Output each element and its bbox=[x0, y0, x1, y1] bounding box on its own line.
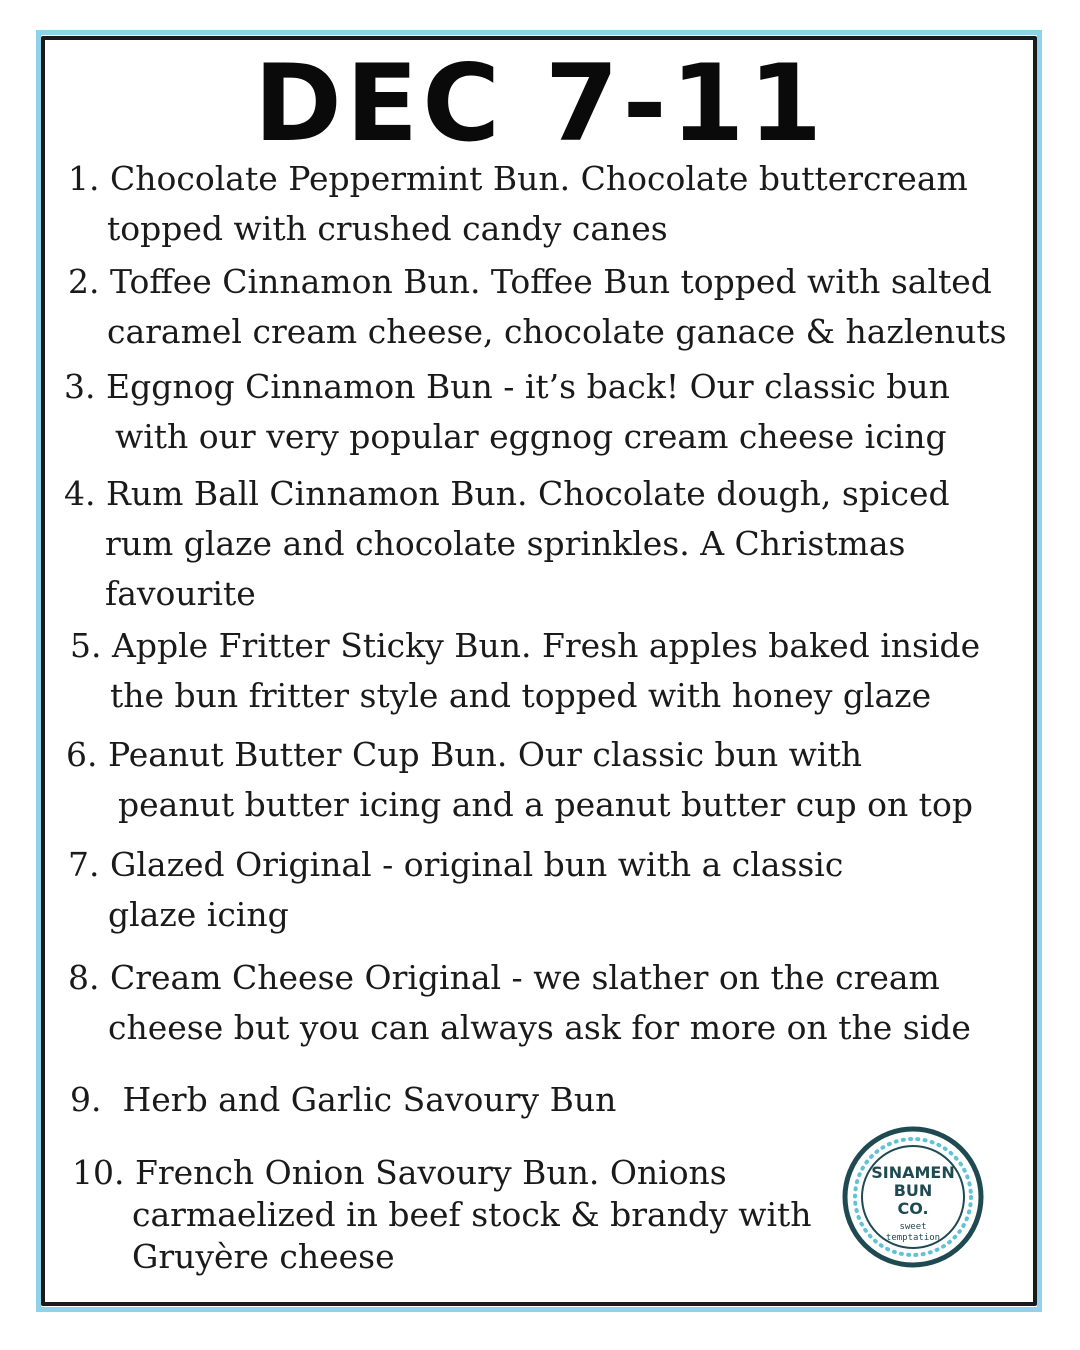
menu-item-3 bbox=[64, 362, 950, 462]
logo-badge-icon bbox=[842, 1126, 984, 1268]
item-line: Peanut Butter Cup Bun. Our classic bun with bbox=[108, 735, 862, 774]
item-line: Cream Cheese Original - we slather on the cream bbox=[110, 958, 940, 997]
item-line: Toffee Cinnamon Bun. Toffee Bun topped with salted bbox=[110, 262, 992, 301]
item-line: Eggnog Cinnamon Bun - it’s back! Our classic bun bbox=[106, 367, 950, 406]
item-line: peanut butter icing and a peanut butter cup on top bbox=[118, 785, 973, 824]
menu-item-10 bbox=[72, 1152, 812, 1278]
menu-item-8 bbox=[68, 953, 971, 1053]
menu-item-9 bbox=[70, 1075, 616, 1125]
item-line: Herb and Garlic Savoury Bun bbox=[122, 1080, 617, 1119]
item-number: 9. bbox=[70, 1080, 102, 1119]
item-line: rum glaze and chocolate sprinkles. A Christmas bbox=[105, 524, 906, 563]
item-line: Chocolate Peppermint Bun. Chocolate buttercream bbox=[110, 159, 968, 198]
item-line: Glazed Original - original bun with a classic bbox=[110, 845, 844, 884]
item-line: with our very popular eggnog cream cheese icing bbox=[115, 417, 947, 456]
menu-item-4 bbox=[64, 469, 950, 619]
sinamen-bun-co-logo bbox=[842, 1126, 984, 1268]
item-line: carmaelized in beef stock & brandy with bbox=[132, 1195, 812, 1234]
logo-line2: BUN bbox=[893, 1181, 933, 1200]
item-line: cheese but you can always ask for more on the side bbox=[108, 1008, 971, 1047]
menu-item-6 bbox=[66, 730, 973, 830]
item-line: Rum Ball Cinnamon Bun. Chocolate dough, spiced bbox=[106, 474, 950, 513]
item-number: 4. bbox=[64, 474, 96, 513]
item-line: favourite bbox=[105, 574, 256, 613]
item-number: 3. bbox=[64, 367, 96, 406]
logo-tagline1: sweet bbox=[899, 1222, 927, 1232]
item-line: Apple Fritter Sticky Bun. Fresh apples baked inside bbox=[112, 626, 981, 665]
menu-item-7 bbox=[68, 840, 843, 940]
item-number: 7. bbox=[68, 845, 100, 884]
logo-tagline2: temptation bbox=[885, 1233, 941, 1243]
item-line: the bun fritter style and topped with honey glaze bbox=[110, 676, 932, 715]
item-line: caramel cream cheese, chocolate ganace & hazlenuts bbox=[107, 312, 1007, 351]
item-number: 5. bbox=[70, 626, 102, 665]
item-number: 1. bbox=[68, 159, 100, 198]
item-number: 6. bbox=[66, 735, 98, 774]
menu-item-1 bbox=[68, 154, 968, 254]
item-number: 8. bbox=[68, 958, 100, 997]
item-number: 10. bbox=[72, 1153, 125, 1192]
menu-item-5 bbox=[70, 621, 980, 721]
logo-line1: SINAMEN bbox=[871, 1163, 955, 1182]
logo-line3: CO. bbox=[897, 1199, 929, 1218]
item-line: French Onion Savoury Bun. Onions bbox=[134, 1153, 727, 1192]
page-title: DEC 7-11 bbox=[253, 42, 827, 165]
item-line: glaze icing bbox=[108, 895, 289, 934]
item-line: Gruyère cheese bbox=[132, 1237, 395, 1276]
item-number: 2. bbox=[68, 262, 100, 301]
menu-item-2 bbox=[68, 257, 1007, 357]
item-line: topped with crushed candy canes bbox=[107, 209, 668, 248]
